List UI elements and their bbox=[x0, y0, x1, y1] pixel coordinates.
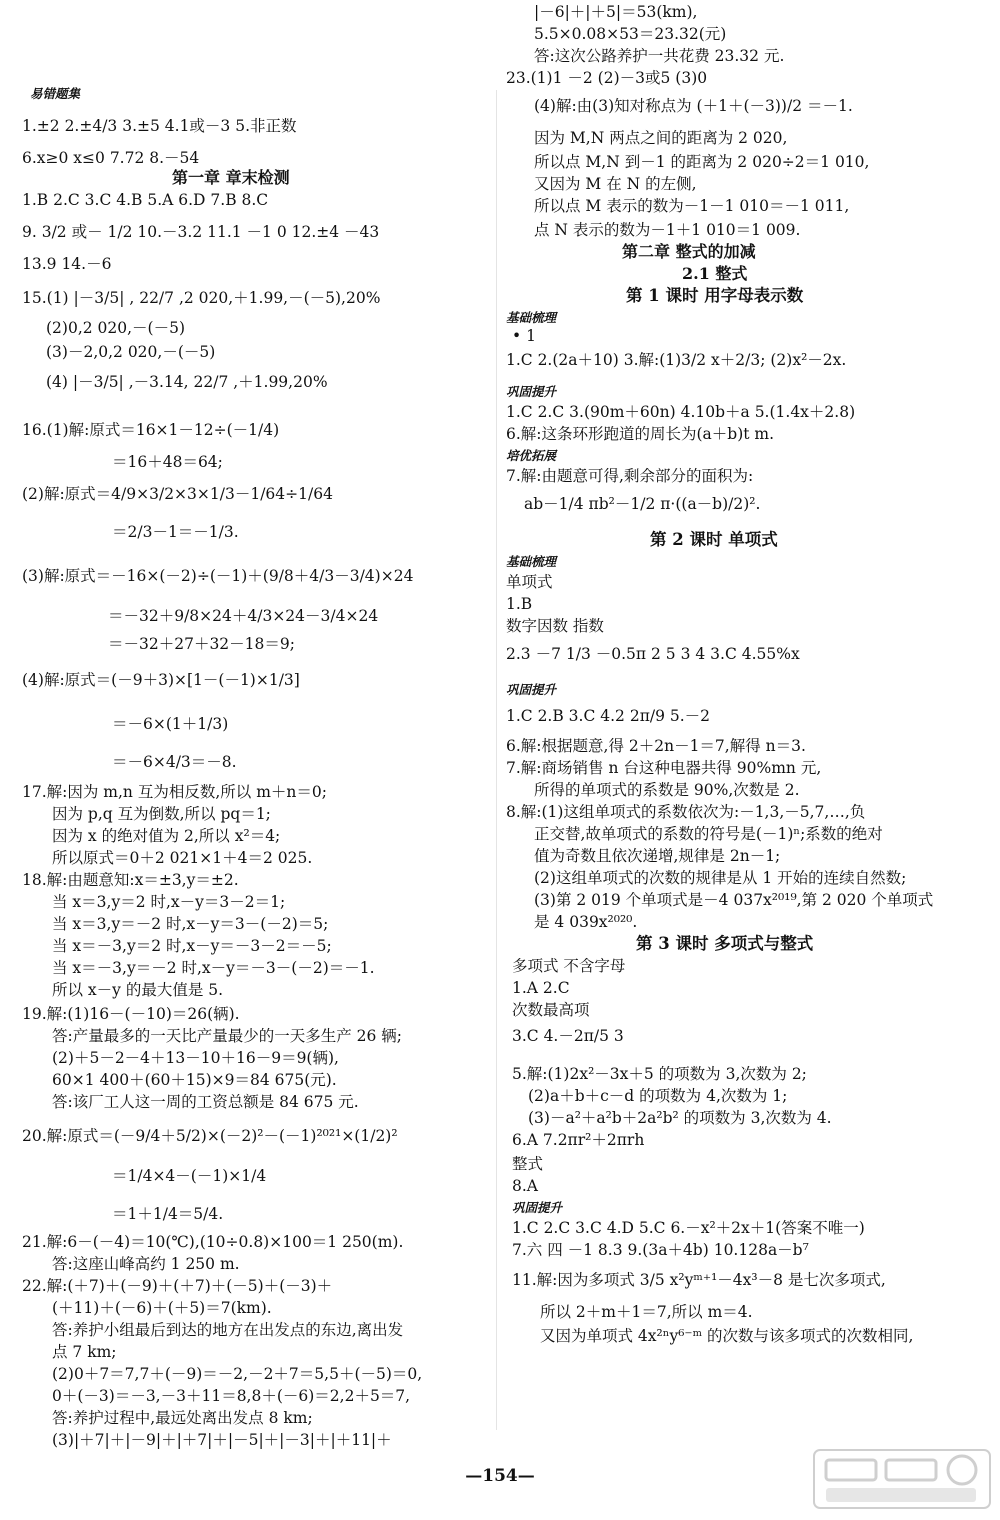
answer-line: 6.A 7.2πr²＋2πrh bbox=[512, 1131, 645, 1149]
answer-line: 值为奇数且依次递增,规律是 2n－1; bbox=[534, 847, 781, 865]
answer-line: 当 x＝－3,y＝－2 时,x－y＝－3－(－2)＝－1. bbox=[52, 959, 375, 977]
answer-line: 答:养护过程中,最远处离出发点 8 km; bbox=[52, 1409, 313, 1427]
answer-line: 18.解:由题意知:x＝±3,y＝±2. bbox=[22, 871, 239, 889]
answer-line: 1.C 2.C 3.(90m＋60n) 4.10b＋a 5.(1.4x＋2.8) bbox=[506, 403, 856, 421]
answer-line: 所以原式＝0＋2 021×1＋4＝2 025. bbox=[52, 849, 313, 867]
answer-line: 1.A 2.C bbox=[512, 979, 570, 997]
answer-line: 数字因数 指数 bbox=[506, 617, 604, 635]
answer-line: ＝1/4×4－(－1)×1/4 bbox=[112, 1167, 267, 1185]
answer-line: (3)解:原式＝－16×(－2)÷(－1)＋(9/8＋4/3－3/4)×24 bbox=[22, 567, 414, 585]
answer-line: 7.解:由题意可得,剩余部分的面积为: bbox=[506, 467, 754, 485]
answer-line: 答:产量最多的一天比产量最少的一天多生产 26 辆; bbox=[52, 1027, 403, 1045]
section-heading: 基础梳理 bbox=[506, 554, 557, 569]
answer-line: 点 7 km; bbox=[52, 1343, 117, 1361]
answer-line: |－6|＋|＋5|＝53(km), bbox=[534, 3, 698, 21]
answer-line: 多项式 不含字母 bbox=[512, 957, 626, 975]
answer-line: 19.解:(1)16－(－10)＝26(辆). bbox=[22, 1005, 240, 1023]
section-heading: 巩固提升 bbox=[506, 384, 557, 399]
chapter-title: 第一章 章末检测 bbox=[172, 168, 290, 187]
answer-line: 17.解:因为 m,n 互为相反数,所以 m＋n＝0; bbox=[22, 783, 327, 801]
answer-line: 所以 2＋m＋1＝7,所以 m＝4. bbox=[540, 1303, 753, 1321]
answer-line: 15.(1) |－3/5| , 22/7 ,2 020,＋1.99,－(－5),20% bbox=[22, 289, 381, 307]
answer-line: (2)解:原式＝4/9×3/2×3×1/3－1/64÷1/64 bbox=[22, 485, 333, 503]
answer-line: (3)－a²＋a²b＋2a²b² 的项数为 3,次数为 4. bbox=[528, 1109, 832, 1127]
answer-line: 6.解:根据题意,得 2＋2n－1＝7,解得 n＝3. bbox=[506, 737, 806, 755]
answer-line: 答:这座山峰高约 1 250 m. bbox=[52, 1255, 240, 1273]
answer-line: 所以点 M 表示的数为－1－1 010＝－1 011, bbox=[534, 197, 850, 215]
chapter-title: 第 1 课时 用字母表示数 bbox=[626, 286, 804, 305]
answer-line: 22.解:(＋7)＋(－9)＋(＋7)＋(－5)＋(－3)＋ bbox=[22, 1277, 333, 1295]
answer-line: 9. 3/2 或－ 1/2 10.－3.2 11.1 －1 0 12.±4 －43 bbox=[22, 223, 380, 241]
section-heading: 基础梳理 bbox=[506, 310, 557, 325]
answer-line: (2)0＋7＝7,7＋(－9)＝－2,－2＋7＝5,5＋(－5)＝0, bbox=[52, 1365, 423, 1383]
answer-line: 2.3 －7 1/3 －0.5π 2 5 3 4 3.C 4.55%x bbox=[506, 645, 800, 663]
answer-line: ＝－32＋27＋32－18＝9; bbox=[108, 635, 295, 653]
answer-line: ＝－32＋9/8×24＋4/3×24－3/4×24 bbox=[108, 607, 379, 625]
answer-line: ＝－6×4/3＝－8. bbox=[112, 753, 237, 771]
answer-line: 正交替,故单项式的系数的符号是(－1)ⁿ;系数的绝对 bbox=[534, 825, 883, 843]
chapter-title: 2.1 整式 bbox=[682, 264, 748, 283]
answer-line: (2)a＋b＋c－d 的项数为 4,次数为 1; bbox=[528, 1087, 788, 1105]
answer-line: 所以点 M,N 到－1 的距离为 2 020÷2＝1 010, bbox=[534, 153, 870, 171]
answer-line: 5.解:(1)2x²－3x＋5 的项数为 3,次数为 2; bbox=[512, 1065, 807, 1083]
answer-line: • 1 bbox=[512, 327, 536, 345]
answer-line: 当 x＝3,y＝－2 时,x－y＝3－(－2)＝5; bbox=[52, 915, 329, 933]
answer-line: 1.B bbox=[506, 595, 533, 613]
answer-line: 因为 M,N 两点之间的距离为 2 020, bbox=[534, 129, 788, 147]
answer-line: 答:该厂工人这一周的工资总额是 84 675 元. bbox=[52, 1093, 359, 1111]
answer-line: 23.(1)1 －2 (2)－3或5 (3)0 bbox=[506, 69, 708, 87]
answer-line: 3.C 4.－2π/5 3 bbox=[512, 1027, 624, 1045]
answer-line: ＝2/3－1＝－1/3. bbox=[112, 523, 239, 541]
answer-line: 11.解:因为多项式 3/5 x²yᵐ⁺¹－4x³－8 是七次多项式, bbox=[512, 1271, 886, 1289]
section-heading: 巩固提升 bbox=[506, 682, 557, 697]
answer-line: 当 x＝－3,y＝2 时,x－y＝－3－2＝－5; bbox=[52, 937, 332, 955]
answer-line: (4)解:原式＝(－9＋3)×[1－(－1)×1/3] bbox=[22, 671, 300, 689]
answer-line: 1.±2 2.±4/3 3.±5 4.1或－3 5.非正数 bbox=[22, 117, 297, 135]
answer-line: 单项式 bbox=[506, 573, 553, 591]
answer-line: 7.解:商场销售 n 台这种电器共得 90%mn 元, bbox=[506, 759, 822, 777]
answer-line: 1.B 2.C 3.C 4.B 5.A 6.D 7.B 8.C bbox=[22, 191, 269, 209]
answer-line: ab－1/4 πb²－1/2 π·((a－b)/2)². bbox=[524, 495, 761, 513]
section-heading: 易错题集 bbox=[30, 86, 81, 101]
answer-line: 因为 p,q 互为倒数,所以 pq＝1; bbox=[52, 805, 271, 823]
answer-line: ＝16＋48＝64; bbox=[112, 453, 223, 471]
answer-line: 6.解:这条环形跑道的周长为(a＋b)t m. bbox=[506, 425, 775, 443]
answer-line: 所得的单项式的系数是 90%,次数是 2. bbox=[534, 781, 800, 799]
answer-line: 6.x≥0 x≤0 7.72 8.－54 bbox=[22, 149, 200, 167]
answer-line: 又因为单项式 4x²ⁿy⁶⁻ᵐ 的次数与该多项式的次数相同, bbox=[540, 1327, 914, 1345]
answer-line: 7.六 四 －1 8.3 9.(3a＋4b) 10.128a－b⁷ bbox=[512, 1241, 809, 1259]
answer-line: 当 x＝3,y＝2 时,x－y＝3－2＝1; bbox=[52, 893, 286, 911]
answer-line: 1.C 2.B 3.C 4.2 2π/9 5.－2 bbox=[506, 707, 711, 725]
answer-line: 60×1 400＋(60＋15)×9＝84 675(元). bbox=[52, 1071, 337, 1089]
answer-line: (2)0,2 020,－(－5) bbox=[46, 319, 186, 337]
answer-line: ＝1＋1/4＝5/4. bbox=[112, 1205, 224, 1223]
answer-line: 1.C 2.C 3.C 4.D 5.C 6.－x²＋2x＋1(答案不唯一) bbox=[512, 1219, 865, 1237]
section-heading: 培优拓展 bbox=[506, 448, 557, 463]
answer-line: 是 4 039x²⁰²⁰. bbox=[534, 913, 638, 931]
answer-site-watermark-logo bbox=[812, 1448, 992, 1510]
answer-line: 因为 x 的绝对值为 2,所以 x²＝4; bbox=[52, 827, 281, 845]
answer-line: (＋11)＋(－6)＋(＋5)＝7(km). bbox=[52, 1299, 272, 1317]
answer-line: 又因为 M 在 N 的左侧, bbox=[534, 175, 697, 193]
chapter-title: 第 3 课时 多项式与整式 bbox=[636, 934, 814, 953]
answer-line: (4) |－3/5| ,－3.14, 22/7 ,＋1.99,20% bbox=[46, 373, 328, 391]
answer-line: 1.C 2.(2a＋10) 3.解:(1)3/2 x＋2/3; (2)x²－2x. bbox=[506, 351, 847, 369]
column-divider bbox=[496, 90, 497, 1430]
section-heading: 巩固提升 bbox=[512, 1200, 563, 1215]
answer-line: (3)－2,0,2 020,－(－5) bbox=[46, 343, 216, 361]
answer-line: 8.A bbox=[512, 1177, 538, 1195]
answer-line: (3)|＋7|＋|－9|＋|＋7|＋|－5|＋|－3|＋|＋11|＋ bbox=[52, 1431, 392, 1449]
answer-line: (3)第 2 019 个单项式是－4 037x²⁰¹⁹,第 2 020 个单项式 bbox=[534, 891, 934, 909]
answer-line: 整式 bbox=[512, 1155, 544, 1173]
answer-line: (4)解:由(3)知对称点为 (＋1＋(－3))/2 ＝－1. bbox=[534, 97, 853, 115]
answer-line: (2)这组单项式的次数的规律是从 1 开始的连续自然数; bbox=[534, 869, 907, 887]
chapter-title: 第二章 整式的加减 bbox=[622, 242, 756, 261]
answer-line: 8.解:(1)这组单项式的系数依次为:－1,3,－5,7,…,负 bbox=[506, 803, 866, 821]
answer-line: 21.解:6－(－4)＝10(℃),(10÷0.8)×100＝1 250(m). bbox=[22, 1233, 404, 1251]
answer-line: 0＋(－3)＝－3,－3＋11＝8,8＋(－6)＝2,2＋5＝7, bbox=[52, 1387, 411, 1405]
answer-line: 20.解:原式＝(－9/4＋5/2)×(－2)²－(－1)²⁰²¹×(1/2)² bbox=[22, 1127, 398, 1145]
answer-line: 5.5×0.08×53＝23.32(元) bbox=[534, 25, 727, 43]
answer-line: 答:养护小组最后到达的地方在出发点的东边,离出发 bbox=[52, 1321, 404, 1339]
answer-line: 点 N 表示的数为－1＋1 010＝1 009. bbox=[534, 221, 801, 239]
answer-line: 次数最高项 bbox=[512, 1001, 590, 1019]
answer-line: 16.(1)解:原式＝16×1－12÷(－1/4) bbox=[22, 421, 280, 439]
answer-line: 答:这次公路养护一共花费 23.32 元. bbox=[534, 47, 785, 65]
answer-line: ＝－6×(1＋1/3) bbox=[112, 715, 229, 733]
answer-line: 13.9 14.－6 bbox=[22, 255, 112, 273]
page-number: —154— bbox=[465, 1466, 535, 1486]
answer-line: (2)＋5－2－4＋13－10＋16－9＝9(辆), bbox=[52, 1049, 339, 1067]
answer-line: 所以 x－y 的最大值是 5. bbox=[52, 981, 224, 999]
chapter-title: 第 2 课时 单项式 bbox=[650, 530, 778, 549]
